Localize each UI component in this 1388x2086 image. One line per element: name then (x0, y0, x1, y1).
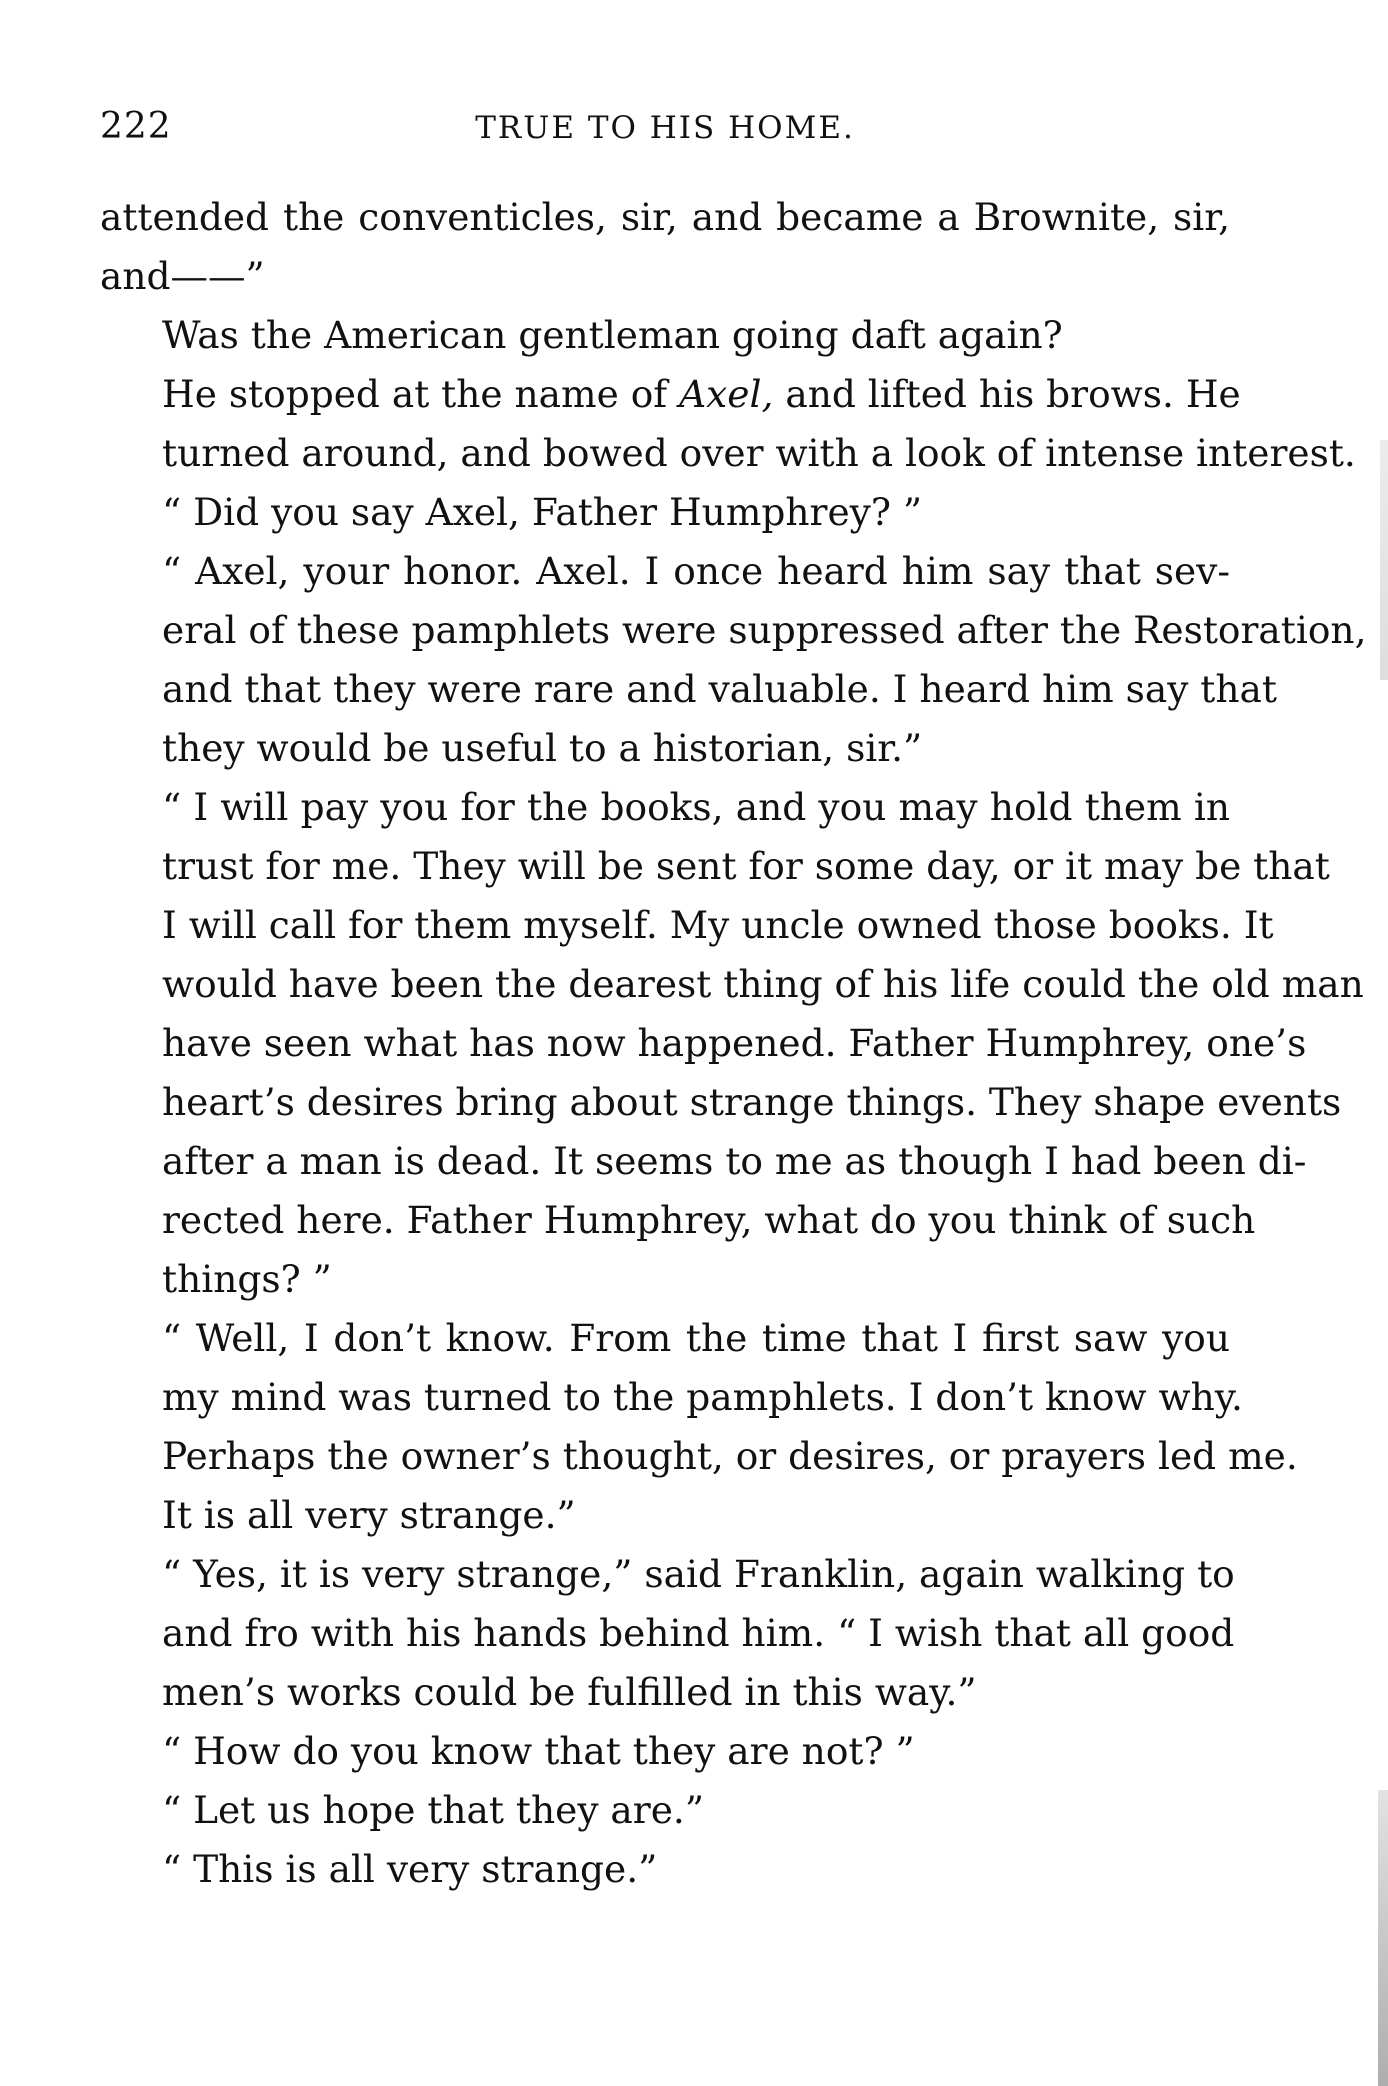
text-line: Perhaps the owner’s thought, or desires, or prayers led me. (162, 1434, 1298, 1478)
text-line: “ Did you say Axel, Father Humphrey? ” (162, 490, 923, 534)
text-line: Was the American gentleman going daft again? (162, 313, 1063, 357)
running-head: TRUE TO HIS HOME. (475, 110, 855, 146)
text-line: they would be useful to a historian, sir.” (162, 726, 923, 770)
text-line: “ Axel, your honor. Axel. I once heard him say that sev- (162, 549, 1230, 593)
paragraph (100, 188, 1230, 306)
text-line: “ Let us hope that they are.” (162, 1788, 704, 1832)
text-line: would have been the dearest thing of his life could the old man (162, 962, 1364, 1006)
text-line: turned around, and bowed over with a look of intense interest. (162, 431, 1356, 475)
paragraph (100, 542, 1367, 778)
text-line: It is all very strange.” (162, 1493, 576, 1537)
text-line: have seen what has now happened. Father Humphrey, one’s (162, 1021, 1307, 1065)
scan-edge-shadow (1380, 440, 1388, 680)
paragraph (100, 1309, 1298, 1545)
text-line: “ I will pay you for the books, and you may hold them in (162, 785, 1230, 829)
text-line: things? ” (162, 1257, 332, 1301)
text-line: “ Yes, it is very strange,” said Franklin, again walking to (162, 1552, 1235, 1596)
text-line: I will call for them myself. My uncle owned those books. It (162, 903, 1274, 947)
paragraph (100, 365, 1356, 483)
paragraph (100, 1781, 1230, 1840)
text-line: rected here. Father Humphrey, what do you think of such (162, 1198, 1256, 1242)
text-line: men’s works could be fulfilled in this way.” (162, 1670, 977, 1714)
paragraph (100, 483, 1230, 542)
page-number: 222 (100, 106, 172, 147)
text-segment: He stopped at the name of (162, 372, 680, 416)
text-line: trust for me. They will be sent for some day, or it may be that (162, 844, 1330, 888)
text-line: my mind was turned to the pamphlets. I don’t know why. (162, 1375, 1243, 1419)
text-line: after a man is dead. It seems to me as though I had been di- (162, 1139, 1307, 1183)
paragraph (100, 1840, 1230, 1899)
page-header (100, 106, 1230, 156)
body-text (100, 188, 1367, 1899)
text-line (100, 365, 1241, 424)
scan-edge-shadow (1378, 1790, 1388, 2086)
text-line: heart’s desires bring about strange things. They shape events (162, 1080, 1342, 1124)
text-line: and that they were rare and valuable. I heard him say that (162, 667, 1277, 711)
text-line: “ Well, I don’t know. From the time that I first saw you (162, 1316, 1230, 1360)
paragraph (100, 306, 1230, 365)
paragraph (100, 1722, 1230, 1781)
text-line: and——” (100, 254, 265, 298)
text-line: “ How do you know that they are not? ” (162, 1729, 915, 1773)
text-line: and fro with his hands behind him. “ I wish that all good (162, 1611, 1235, 1655)
text-line: “ This is all very strange.” (162, 1847, 658, 1891)
text-line: eral of these pamphlets were suppressed after the Restoration, (162, 608, 1367, 652)
paragraph (100, 778, 1364, 1309)
italic-name: Axel, (679, 372, 774, 416)
text-line: attended the conventicles, sir, and became a Brownite, sir, (100, 195, 1230, 239)
paragraph (100, 1545, 1235, 1722)
text-segment: and lifted his brows. He (773, 372, 1241, 416)
